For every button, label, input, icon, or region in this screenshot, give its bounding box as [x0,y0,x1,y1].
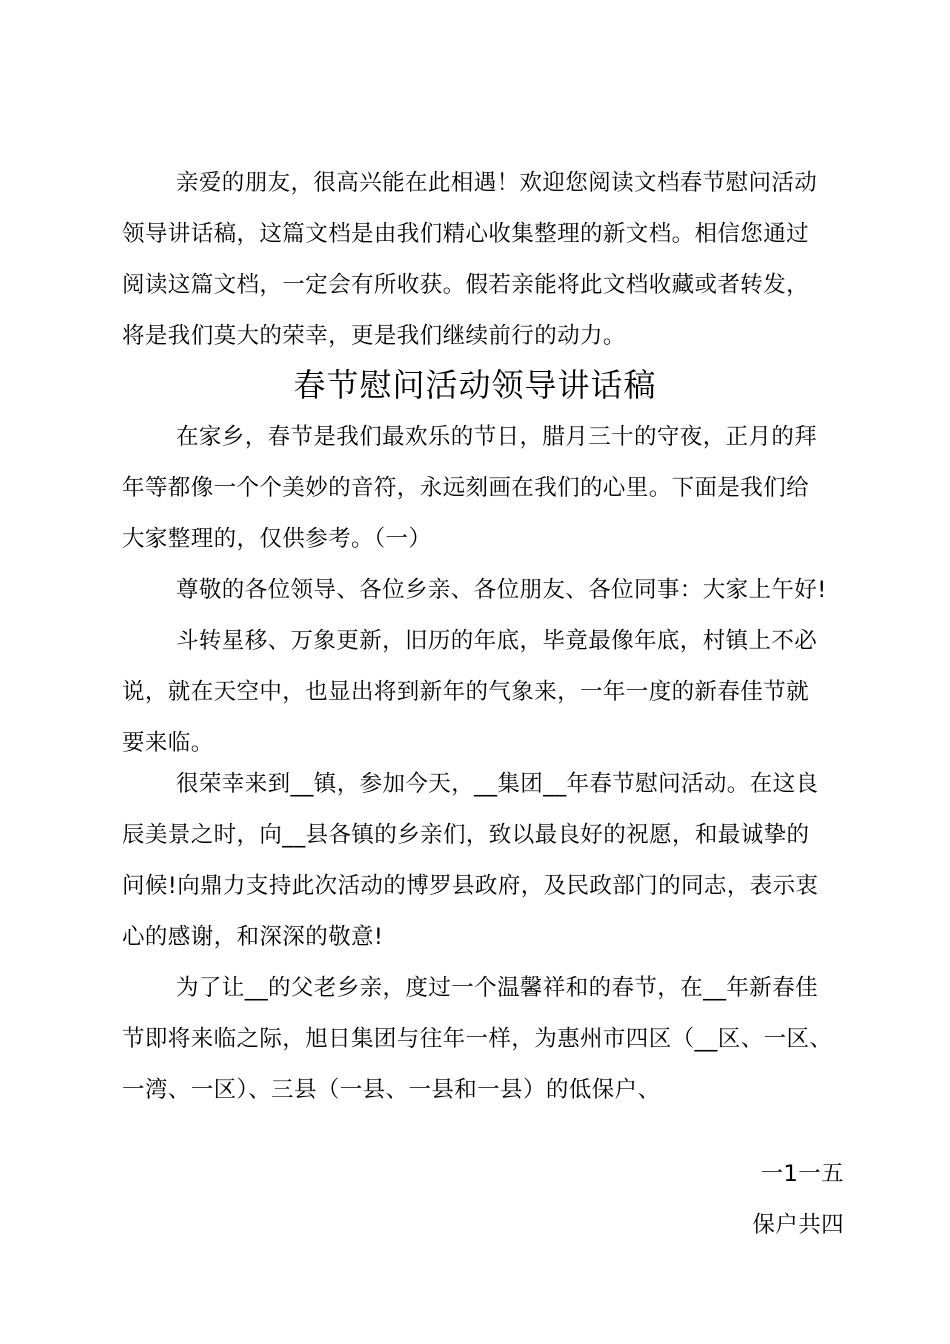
salutation-line: 尊敬的各位领导、各位乡亲、各位朋友、各位同事：大家上午好! [176,577,827,603]
page-number: 一1一五 [760,1161,844,1187]
body-line: 斗转星移、万象更新，旧历的年底，毕竟最像年底，村镇上不必 [176,628,818,654]
intro-line: 亲爱的朋友，很高兴能在此相遇！欢迎您阅读文档春节慰问活动 [176,170,818,196]
body-line: 在家乡，春节是我们最欢乐的节日，腊月三十的守夜，正月的拜 [176,424,818,450]
body-line: 辰美景之时，向__县各镇的乡亲们，致以最良好的祝愿，和最诚挚的 [122,822,810,848]
body-section-1 [122,412,857,769]
body-line: 心的感谢，和深深的敬意! [122,924,384,950]
body-line: 问候!向鼎力支持此次活动的博罗县政府，及民政部门的同志，表示衷 [122,873,819,899]
intro-line: 将是我们莫大的荣幸，更是我们继续前行的动力。 [122,323,626,349]
intro-line: 领导讲话稿，这篇文档是由我们精心收集整理的新文档。相信您通过 [122,221,810,247]
body-line: 要来临。 [122,730,214,756]
intro-paragraph [122,158,857,362]
body-line: 节即将来临之际，旭日集团与往年一样，为惠州市四区（__区、一区、 [122,1026,833,1052]
body-line: 大家整理的，仅供参考。（一） [122,526,432,552]
body-section-2 [122,759,857,1116]
body-line: 说，就在天空中，也显出将到新年的气象来，一年一度的新春佳节就 [122,679,810,705]
body-line: 年等都像一个个美妙的音符，永远刻画在我们的心里。下面是我们给 [122,475,810,501]
body-line: 一湾、一区）、三县（一县、一县和一县）的低保户、 [122,1077,661,1103]
body-line: 为了让__的父老乡亲，度过一个温馨祥和的春节，在__年新春佳 [176,975,819,1001]
footer-text: 保户共四 [752,1212,844,1238]
body-line: 很荣幸来到__镇，参加今天，__集团__年春节慰问活动。在这良 [176,771,819,797]
intro-line: 阅读这篇文档，一定会有所收获。假若亲能将此文档收藏或者转发， [122,272,810,298]
document-title: 春节慰问活动领导讲话稿 [293,366,657,404]
